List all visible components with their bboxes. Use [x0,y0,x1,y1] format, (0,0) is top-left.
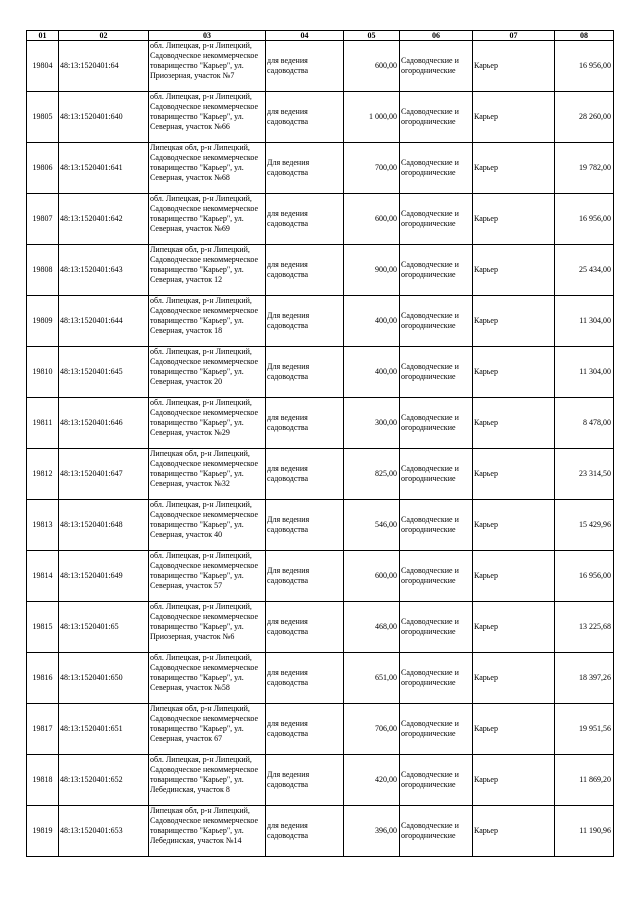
land-category-cell: Садоводческие и огороднические [400,398,473,449]
cadastral-value-cell: 16 956,00 [555,194,614,245]
land-category-cell: Садоводческие и огороднические [400,347,473,398]
row-number-cell: 19810 [27,347,59,398]
cadastral-value-cell: 25 434,00 [555,245,614,296]
cadastral-number-cell: 48:13:1520401:647 [59,449,149,500]
area-cell: 468,00 [344,602,400,653]
cadastral-value-cell: 13 225,68 [555,602,614,653]
association-name-cell: Карьер [473,704,555,755]
cadastral-value-cell: 19 782,00 [555,143,614,194]
cadastral-number-cell: 48:13:1520401:64 [59,41,149,92]
association-name-cell: Карьер [473,500,555,551]
address-cell: обл. Липецкая, р-н Липецкий, Садоводческое некоммерческое товарищество "Карьер", ул. Северная, участок №66 [149,92,266,143]
association-name-cell: Карьер [473,755,555,806]
land-registry-table [26,30,614,857]
row-number-cell: 19814 [27,551,59,602]
area-cell: 900,00 [344,245,400,296]
permitted-use-cell: для ведения садоводства [266,194,344,245]
address-cell: обл. Липецкая, р-н Липецкий, Садоводческое некоммерческое товарищество "Карьер", ул. Северная, участок 20 [149,347,266,398]
column-header: 08 [555,31,614,41]
permitted-use-cell: для ведения садоводства [266,806,344,857]
row-number-cell: 19818 [27,755,59,806]
permitted-use-cell: для ведения садоводства [266,449,344,500]
cadastral-number-cell: 48:13:1520401:650 [59,653,149,704]
row-number-cell: 19806 [27,143,59,194]
association-name-cell: Карьер [473,551,555,602]
permitted-use-cell: для ведения садоводства [266,398,344,449]
address-cell: обл. Липецкая, р-н Липецкий, Садоводческое некоммерческое товарищество "Карьер", ул. Северная, участок №29 [149,398,266,449]
area-cell: 706,00 [344,704,400,755]
address-cell: обл. Липецкая, р-н Липецкий, Садоводческое некоммерческое товарищество "Карьер", ул. Северная, участок 40 [149,500,266,551]
permitted-use-cell: Для ведения садоводства [266,551,344,602]
table-row [27,653,614,704]
row-number-cell: 19815 [27,602,59,653]
row-number-cell: 19811 [27,398,59,449]
association-name-cell: Карьер [473,806,555,857]
land-category-cell: Садоводческие и огороднические [400,194,473,245]
table-row [27,755,614,806]
area-cell: 600,00 [344,194,400,245]
table-row [27,449,614,500]
cadastral-number-cell: 48:13:1520401:648 [59,500,149,551]
area-cell: 651,00 [344,653,400,704]
column-header: 05 [344,31,400,41]
cadastral-number-cell: 48:13:1520401:649 [59,551,149,602]
area-cell: 825,00 [344,449,400,500]
association-name-cell: Карьер [473,245,555,296]
row-number-cell: 19805 [27,92,59,143]
address-cell: обл. Липецкая, р-н Липецкий, Садоводческое некоммерческое товарищество "Карьер", ул. Северная, участок №69 [149,194,266,245]
cadastral-value-cell: 11 869,20 [555,755,614,806]
cadastral-value-cell: 18 397,26 [555,653,614,704]
permitted-use-cell: для ведения садоводства [266,704,344,755]
cadastral-value-cell: 11 304,00 [555,347,614,398]
address-cell: Липецкая обл, р-н Липецкий, Садоводческое некоммерческое товарищество "Карьер", ул. Северная, участок 12 [149,245,266,296]
cadastral-value-cell: 8 478,00 [555,398,614,449]
column-header: 07 [473,31,555,41]
area-cell: 300,00 [344,398,400,449]
permitted-use-cell: для ведения садоводства [266,41,344,92]
land-category-cell: Садоводческие и огороднические [400,92,473,143]
cadastral-value-cell: 16 956,00 [555,41,614,92]
cadastral-value-cell: 11 304,00 [555,296,614,347]
permitted-use-cell: Для ведения садоводства [266,296,344,347]
row-number-cell: 19804 [27,41,59,92]
table-row [27,41,614,92]
land-category-cell: Садоводческие и огороднические [400,500,473,551]
address-cell: Липецкая обл, р-н Липецкий, Садоводческое некоммерческое товарищество "Карьер", ул. Лебединская, участок №14 [149,806,266,857]
area-cell: 700,00 [344,143,400,194]
association-name-cell: Карьер [473,41,555,92]
area-cell: 1 000,00 [344,92,400,143]
table-row [27,551,614,602]
table-row [27,398,614,449]
row-number-cell: 19813 [27,500,59,551]
address-cell: обл. Липецкая, р-н Липецкий, Садоводческое некоммерческое товарищество "Карьер", ул. Северная, участок 18 [149,296,266,347]
cadastral-number-cell: 48:13:1520401:645 [59,347,149,398]
land-category-cell: Садоводческие и огороднические [400,806,473,857]
cadastral-number-cell: 48:13:1520401:646 [59,398,149,449]
association-name-cell: Карьер [473,347,555,398]
land-category-cell: Садоводческие и огороднические [400,551,473,602]
column-header: 01 [27,31,59,41]
land-category-cell: Садоводческие и огороднические [400,245,473,296]
address-cell: обл. Липецкая, р-н Липецкий, Садоводческое некоммерческое товарищество "Карьер", ул. Лебединская, участок 8 [149,755,266,806]
cadastral-value-cell: 16 956,00 [555,551,614,602]
table-row [27,602,614,653]
row-number-cell: 19807 [27,194,59,245]
association-name-cell: Карьер [473,398,555,449]
area-cell: 600,00 [344,551,400,602]
association-name-cell: Карьер [473,449,555,500]
permitted-use-cell: Для ведения садоводства [266,755,344,806]
land-category-cell: Садоводческие и огороднические [400,755,473,806]
table-row [27,806,614,857]
cadastral-number-cell: 48:13:1520401:641 [59,143,149,194]
land-category-cell: Садоводческие и огороднические [400,704,473,755]
permitted-use-cell: для ведения садоводства [266,92,344,143]
area-cell: 546,00 [344,500,400,551]
cadastral-value-cell: 15 429,96 [555,500,614,551]
association-name-cell: Карьер [473,653,555,704]
address-cell: Липецкая обл, р-н Липецкий, Садоводческое некоммерческое товарищество "Карьер", ул. Северная, участок №68 [149,143,266,194]
association-name-cell: Карьер [473,296,555,347]
cadastral-number-cell: 48:13:1520401:653 [59,806,149,857]
cadastral-value-cell: 23 314,50 [555,449,614,500]
row-number-cell: 19817 [27,704,59,755]
cadastral-number-cell: 48:13:1520401:643 [59,245,149,296]
cadastral-number-cell: 48:13:1520401:651 [59,704,149,755]
permitted-use-cell: Для ведения садоводства [266,347,344,398]
permitted-use-cell: для ведения садоводства [266,602,344,653]
cadastral-value-cell: 28 260,00 [555,92,614,143]
cadastral-number-cell: 48:13:1520401:652 [59,755,149,806]
column-header: 06 [400,31,473,41]
address-cell: обл. Липецкая, р-н Липецкий, Садоводческое некоммерческое товарищество "Карьер", ул. Северная, участок 57 [149,551,266,602]
address-cell: обл. Липецкая, р-н Липецкий, Садоводческое некоммерческое товарищество "Карьер", ул. Приозерная, участок №6 [149,602,266,653]
table-row [27,347,614,398]
permitted-use-cell: Для ведения садоводства [266,143,344,194]
cadastral-number-cell: 48:13:1520401:644 [59,296,149,347]
land-category-cell: Садоводческие и огороднические [400,143,473,194]
cadastral-number-cell: 48:13:1520401:642 [59,194,149,245]
area-cell: 396,00 [344,806,400,857]
table-row [27,296,614,347]
land-category-cell: Садоводческие и огороднические [400,653,473,704]
table-row [27,500,614,551]
association-name-cell: Карьер [473,92,555,143]
area-cell: 400,00 [344,296,400,347]
row-number-cell: 19808 [27,245,59,296]
permitted-use-cell: Для ведения садоводства [266,500,344,551]
address-cell: Липецкая обл, р-н Липецкий, Садоводческое некоммерческое товарищество "Карьер", ул. Северная, участок 67 [149,704,266,755]
land-category-cell: Садоводческие и огороднические [400,449,473,500]
cadastral-value-cell: 19 951,56 [555,704,614,755]
row-number-cell: 19816 [27,653,59,704]
row-number-cell: 19819 [27,806,59,857]
association-name-cell: Карьер [473,194,555,245]
table-row [27,245,614,296]
area-cell: 420,00 [344,755,400,806]
permitted-use-cell: для ведения садоводства [266,245,344,296]
land-category-cell: Садоводческие и огороднические [400,602,473,653]
row-number-cell: 19812 [27,449,59,500]
address-cell: обл. Липецкая, р-н Липецкий, Садоводческое некоммерческое товарищество "Карьер", ул. Северная, участок №58 [149,653,266,704]
column-header: 02 [59,31,149,41]
association-name-cell: Карьер [473,143,555,194]
association-name-cell: Карьер [473,602,555,653]
cadastral-value-cell: 11 190,96 [555,806,614,857]
address-cell: обл. Липецкая, р-н Липецкий, Садоводческое некоммерческое товарищество "Карьер", ул. Приозерная, участок №7 [149,41,266,92]
column-header: 03 [149,31,266,41]
row-number-cell: 19809 [27,296,59,347]
header-row [27,31,614,41]
column-header: 04 [266,31,344,41]
address-cell: Липецкая обл, р-н Липецкий, Садоводческое некоммерческое товарищество "Карьер", ул. Северная, участок №32 [149,449,266,500]
area-cell: 400,00 [344,347,400,398]
land-category-cell: Садоводческие и огороднические [400,41,473,92]
table-row [27,92,614,143]
table-row [27,704,614,755]
permitted-use-cell: для ведения садоводства [266,653,344,704]
cadastral-number-cell: 48:13:1520401:640 [59,92,149,143]
cadastral-number-cell: 48:13:1520401:65 [59,602,149,653]
area-cell: 600,00 [344,41,400,92]
table-row [27,143,614,194]
table-row [27,194,614,245]
land-category-cell: Садоводческие и огороднические [400,296,473,347]
